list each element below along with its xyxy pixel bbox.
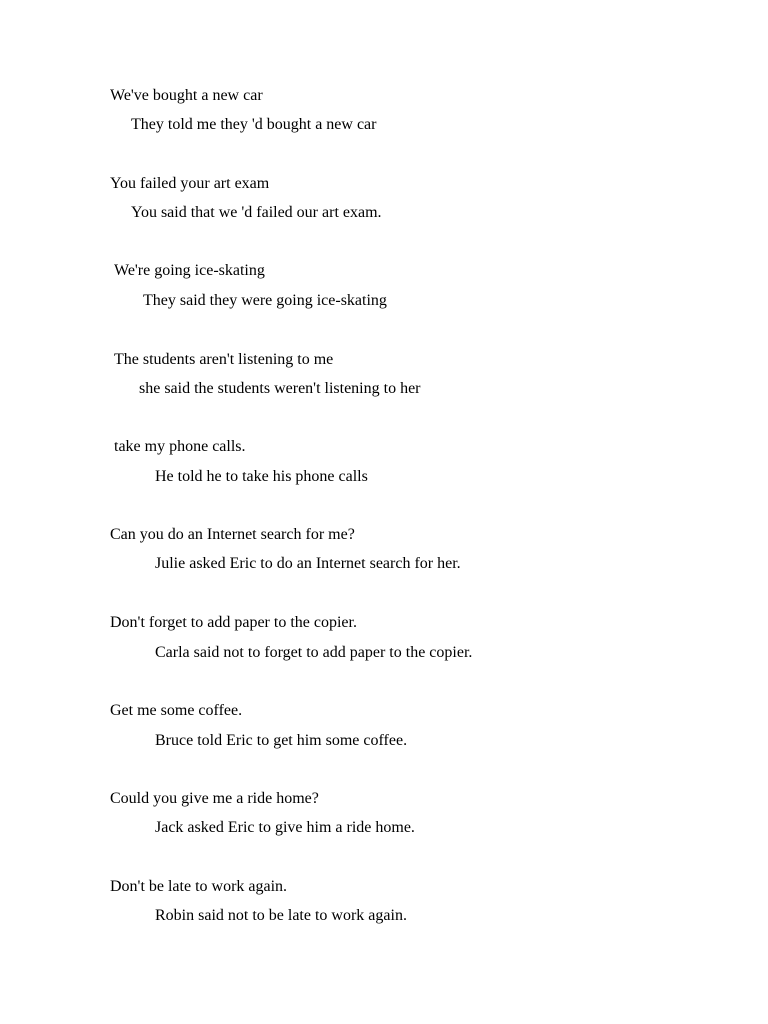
reported-speech-4: she said the students weren't listening to her	[139, 380, 421, 397]
direct-speech-7: Don't forget to add paper to the copier.	[110, 614, 357, 631]
direct-speech-10: Don't be late to work again.	[110, 878, 288, 895]
reported-speech-10: Robin said not to be late to work again.	[155, 907, 407, 924]
direct-speech-6: Can you do an Internet search for me?	[110, 526, 355, 543]
direct-speech-4: The students aren't listening to me	[114, 351, 334, 368]
reported-speech-8: Bruce told Eric to get him some coffee.	[155, 732, 408, 749]
reported-speech-7: Carla said not to forget to add paper to the copier.	[155, 644, 473, 661]
direct-speech-1: We've bought a new car	[110, 87, 263, 104]
reported-speech-3: They said they were going ice-skating	[143, 292, 387, 309]
reported-speech-9: Jack asked Eric to give him a ride home.	[155, 819, 415, 836]
reported-speech-2: You said that we 'd failed our art exam.	[131, 204, 382, 221]
reported-speech-5: He told he to take his phone calls	[155, 468, 368, 485]
direct-speech-8: Get me some coffee.	[110, 702, 243, 719]
direct-speech-3: We're going ice-skating	[114, 262, 265, 279]
direct-speech-9: Could you give me a ride home?	[110, 790, 319, 807]
direct-speech-5: take my phone calls.	[114, 438, 246, 455]
reported-speech-1: They told me they 'd bought a new car	[131, 116, 377, 133]
direct-speech-2: You failed your art exam	[110, 175, 270, 192]
reported-speech-6: Julie asked Eric to do an Internet search for her.	[155, 555, 461, 572]
